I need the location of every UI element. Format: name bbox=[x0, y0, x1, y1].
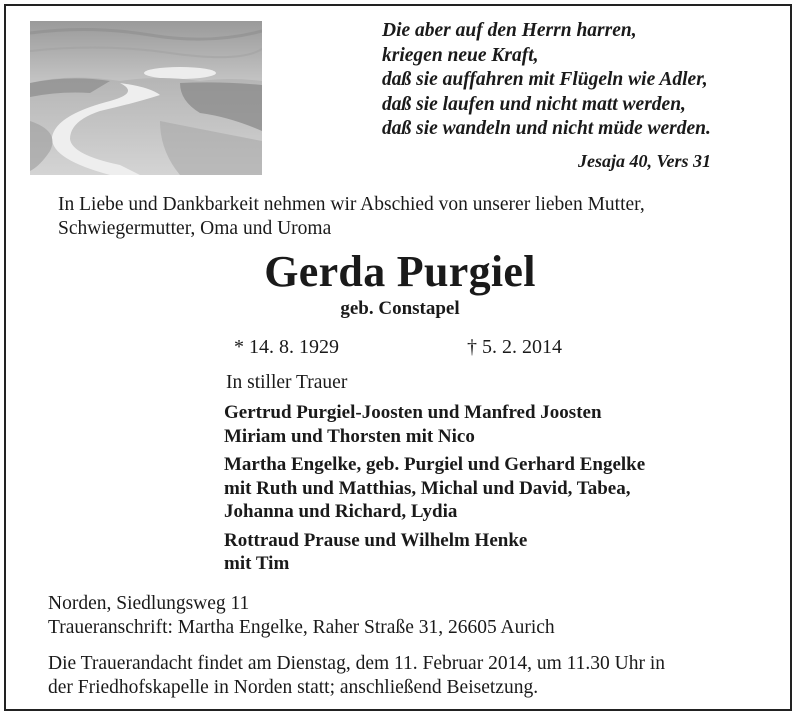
service-line: Die Trauerandacht findet am Dienstag, dem 11. Februar 2014, um 11.30 Uhr in bbox=[48, 653, 666, 674]
address-line: Norden, Siedlungsweg 11 bbox=[48, 593, 250, 614]
death-date: † 5. 2. 2014 bbox=[467, 336, 562, 358]
deceased-name: Gerda Purgiel bbox=[264, 247, 536, 296]
river-landscape-image bbox=[30, 21, 262, 175]
verse-line: daß sie wandeln und nicht müde werden. bbox=[382, 118, 711, 139]
verse-line: daß sie laufen und nicht matt werden, bbox=[382, 93, 686, 115]
family-line: Gertrud Purgiel-Joosten und Manfred Joosten bbox=[224, 402, 602, 423]
family-line: mit Tim bbox=[224, 553, 290, 574]
mourners-list bbox=[224, 401, 645, 581]
family-line: mit Ruth und Matthias, Michal und David, Tabea, bbox=[224, 477, 631, 499]
verse-line: kriegen neue Kraft, bbox=[382, 44, 539, 66]
bible-verse bbox=[382, 19, 782, 142]
mourning-label: In stiller Trauer bbox=[226, 372, 348, 393]
family-line: Martha Engelke, geb. Purgiel und Gerhard Engelke bbox=[224, 454, 646, 475]
birth-date: * 14. 8. 1929 bbox=[234, 336, 339, 358]
address-block bbox=[48, 592, 555, 640]
intro-line: In Liebe und Dankbarkeit nehmen wir Abschied von unserer lieben Mutter, bbox=[58, 194, 645, 215]
family-line: Miriam und Thorsten mit Nico bbox=[224, 425, 475, 447]
family-group bbox=[224, 453, 645, 524]
family-line: Rottraud Prause und Wilhelm Henke bbox=[224, 529, 528, 551]
family-group bbox=[224, 401, 645, 448]
verse-reference: Jesaja 40, Vers 31 bbox=[578, 151, 712, 171]
intro-line: Schwiegermutter, Oma und Uroma bbox=[58, 218, 332, 239]
intro-text bbox=[58, 193, 645, 241]
family-line: Johanna und Richard, Lydia bbox=[224, 501, 458, 522]
service-info bbox=[48, 652, 665, 700]
maiden-name: geb. Constapel bbox=[340, 298, 460, 319]
service-line: der Friedhofskapelle in Norden statt; anschließend Beisetzung. bbox=[48, 677, 539, 698]
address-line: Traueranschrift: Martha Engelke, Raher Straße 31, 26605 Aurich bbox=[48, 617, 555, 638]
verse-line: Die aber auf den Herrn harren, bbox=[382, 20, 637, 41]
family-group bbox=[224, 529, 645, 576]
verse-line: daß sie auffahren mit Flügeln wie Adler, bbox=[382, 69, 708, 90]
